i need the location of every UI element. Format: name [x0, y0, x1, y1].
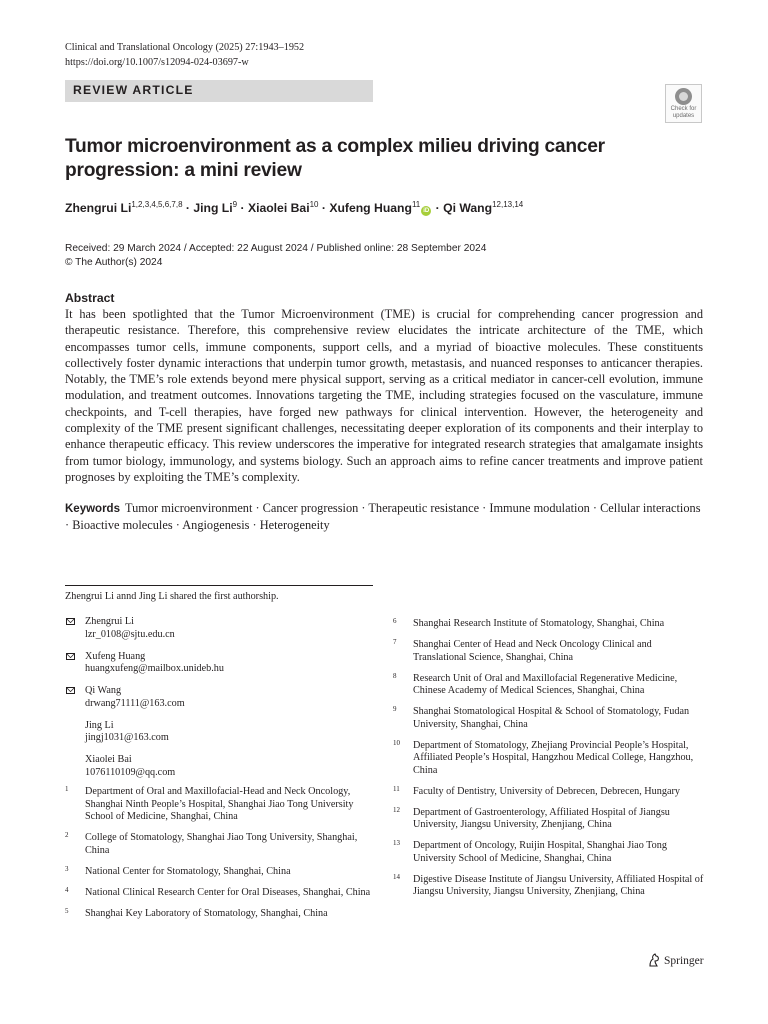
affiliation-text: Department of Oral and Maxillofacial-Head and Neck Oncology, Shanghai Ninth People’s Hospital, Shanghai Jiao Tong University School of Medicine, Shanghai, China — [85, 786, 354, 822]
author-name[interactable]: Xiaolei Bai — [247, 201, 310, 215]
affiliations-right-column — [393, 618, 705, 907]
affiliation-item — [65, 866, 375, 879]
affiliation-number: 14 — [393, 872, 400, 881]
affiliation-item — [393, 706, 705, 731]
affiliation-item — [65, 908, 375, 921]
affiliation-text: Department of Oncology, Ruijin Hospital, Shanghai Jiao Tong University School of Medicine, Shanghai, China — [413, 840, 667, 864]
affiliation-item — [65, 786, 375, 824]
affiliation-text: College of Stomatology, Shanghai Jiao Tong University, Shanghai, China — [85, 832, 358, 856]
contact-entry — [65, 651, 375, 676]
keywords-label: Keywords — [65, 503, 120, 515]
author-name[interactable]: Jing Li — [193, 201, 233, 215]
author-separator: · — [432, 201, 444, 215]
mail-icon — [66, 653, 75, 660]
doi-link[interactable]: https://doi.org/10.1007/s12094-024-03697-w — [65, 56, 249, 68]
author-affiliation-refs: 9 — [232, 199, 238, 209]
affiliation-text: National Center for Stomatology, Shanghai, China — [85, 865, 291, 877]
author-affiliation-refs: 1,2,3,4,5,6,7,8 — [131, 199, 183, 209]
contact-entry — [65, 616, 375, 641]
affiliation-text: Research Unit of Oral and Maxillofacial Regenerative Medicine, Chinese Academy of Medical Sciences, Shanghai, China — [413, 672, 678, 696]
affiliation-text: Shanghai Research Institute of Stomatology, Shanghai, China — [413, 618, 665, 629]
copyright-line: © The Author(s) 2024 — [65, 256, 163, 268]
contact-entry — [65, 685, 375, 710]
contact-email[interactable]: jingj1031@163.com — [85, 732, 169, 743]
contact-entry — [65, 754, 375, 779]
abstract-body: It has been spotlighted that the Tumor Microenvironment (TME) is crucial for comprehending cancer progression and therapeutic resistance. Therefore, this comprehensive review elucidates the intricate architecture of the TME, which encompasses tumor cells, immune components, support cells, and a myriad of bioactive molecules. These constituents collectively foster dynamic interactions that underpin tumor growth, metastasis, and nuanced responses to anticancer therapies. Notably, the TME’s role extends beyond mere physical support, serving as a critical mediator in cancer-cell evolution, immune modulation, and treatment outcomes. Innovations targeting the TME, including strategies focused on the vasculature, immune checkpoints, and T-cell therapies, have forged new pathways for clinical intervention. However, the heterogeneity and complexity of the TME present significant challenges, necessitating deeper exploration of its components and their interplay to enhance therapeutic efficacy. This review underscores the imperative for integrated research strategies that amalgamate insights from tumor biology, immunology, and systems biology. Such an approach aims to refine cancer treatments and improve patient prognoses by exploiting the TME’s complexity. — [65, 307, 703, 484]
contact-name: Xufeng Huang — [85, 650, 146, 662]
abstract-heading: Abstract — [65, 291, 115, 305]
check-for-updates-badge[interactable] — [665, 84, 702, 123]
article-title: Tumor microenvironment as a complex milieu driving cancer progression: a mini review — [65, 136, 605, 181]
correspondence-list — [65, 616, 375, 789]
contact-name: Xiaolei Bai — [85, 754, 132, 765]
affiliation-text: Faculty of Dentistry, University of Debrecen, Debrecen, Hungary — [413, 785, 680, 797]
contact-email[interactable]: 1076110109@qq.com — [85, 766, 176, 778]
author-affiliation-refs: 10 — [309, 199, 319, 209]
affiliation-text: Department of Stomatology, Zhejiang Provincial People’s Hospital, Affiliated People’s Hospital, Hangzhou Medical College, Hangzhou, China — [413, 739, 694, 776]
publisher-name: Springer — [664, 955, 704, 967]
affiliation-text: Shanghai Key Laboratory of Stomatology, Shanghai, China — [85, 907, 328, 919]
contact-entry — [65, 720, 375, 745]
affiliation-item — [393, 618, 705, 631]
affiliation-number: 2 — [65, 831, 69, 839]
publisher-logo — [648, 953, 704, 967]
affiliation-item — [65, 832, 375, 857]
affiliation-number: 5 — [65, 906, 69, 915]
author-name[interactable]: Xufeng Huang — [329, 201, 412, 215]
springer-horse-icon — [648, 953, 660, 967]
affiliation-number: 8 — [393, 671, 397, 680]
affiliation-item — [393, 840, 705, 865]
affiliations-left-column — [65, 786, 375, 929]
contact-email[interactable]: huangxufeng@mailbox.unideb.hu — [85, 663, 224, 674]
authorship-footnote: Zhengrui Li annd Jing Li shared the first authorship. — [65, 591, 279, 602]
keywords-list: Tumor microenvironment · Cancer progression · Therapeutic resistance · Immune modulation · Cellular interactions · Bioactive molecules · Angiogenesis · Heterogeneity — [65, 501, 701, 533]
author-list — [65, 201, 523, 216]
contact-email[interactable]: drwang71111@163.com — [85, 697, 185, 709]
contact-name: Qi Wang — [85, 685, 122, 696]
contact-email[interactable]: lzr_0108@sjtu.edu.cn — [85, 628, 175, 640]
affiliation-number: 9 — [393, 705, 397, 713]
affiliation-item — [393, 740, 705, 778]
mail-icon — [66, 687, 75, 694]
author-separator: · — [182, 201, 194, 215]
journal-citation: Clinical and Translational Oncology (2025) 27:1943–1952 — [65, 42, 305, 53]
author-affiliation-refs: 11 — [411, 199, 421, 209]
affiliation-text: Department of Gastroenterology, Affiliated Hospital of Jiangsu University, Jiangsu University, Zhenjiang, China — [413, 806, 670, 830]
affiliation-item — [65, 887, 375, 900]
author-name[interactable]: Zhengrui Li — [65, 201, 132, 215]
badge-line-1: Check for — [670, 106, 697, 112]
mail-icon — [66, 618, 75, 625]
article-type-label: REVIEW ARTICLE — [73, 83, 194, 97]
affiliation-number: 1 — [65, 785, 69, 793]
author-separator: · — [318, 201, 330, 215]
check-updates-icon — [675, 88, 692, 105]
affiliation-text: Digestive Disease Institute of Jiangsu University, Affiliated Hospital of Jiangsu University, Jiangsu University, Zhenjiang, China — [413, 873, 704, 897]
affiliation-text: National Clinical Research Center for Oral Diseases, Shanghai, China — [85, 886, 371, 898]
publication-dates: Received: 29 March 2024 / Accepted: 22 August 2024 / Published online: 28 September 2024 — [65, 243, 487, 254]
affiliation-item — [393, 807, 705, 832]
affiliation-number: 4 — [65, 885, 69, 894]
footnote-divider — [65, 585, 373, 586]
author-separator: · — [237, 201, 248, 215]
keywords-section — [65, 500, 703, 534]
affiliation-item — [393, 673, 705, 698]
orcid-icon[interactable]: iD — [423, 208, 430, 214]
affiliation-number: 13 — [393, 839, 400, 847]
publication-history — [65, 242, 486, 269]
affiliation-number: 12 — [393, 805, 400, 814]
article-type-banner — [65, 80, 373, 102]
affiliation-text: Shanghai Center of Head and Neck Oncology Clinical and Translational Science, Shanghai, China — [413, 639, 652, 663]
affiliation-item — [393, 874, 705, 899]
affiliation-item — [393, 786, 705, 799]
author-affiliation-refs: 12,13,14 — [492, 199, 524, 209]
affiliation-number: 3 — [65, 864, 69, 873]
affiliation-number: 10 — [393, 738, 400, 747]
affiliation-number: 7 — [393, 638, 397, 646]
affiliation-number: 11 — [393, 784, 400, 793]
contact-name: Zhengrui Li — [85, 616, 134, 627]
author-name[interactable]: Qi Wang — [443, 201, 493, 215]
contact-name: Jing Li — [85, 719, 114, 731]
affiliation-text: Shanghai Stomatological Hospital & School of Stomatology, Fudan University, Shanghai, China — [413, 706, 690, 730]
badge-line-2: updates — [672, 112, 695, 119]
journal-header — [65, 41, 304, 70]
affiliation-number: 6 — [393, 617, 397, 625]
affiliation-item — [393, 639, 705, 664]
